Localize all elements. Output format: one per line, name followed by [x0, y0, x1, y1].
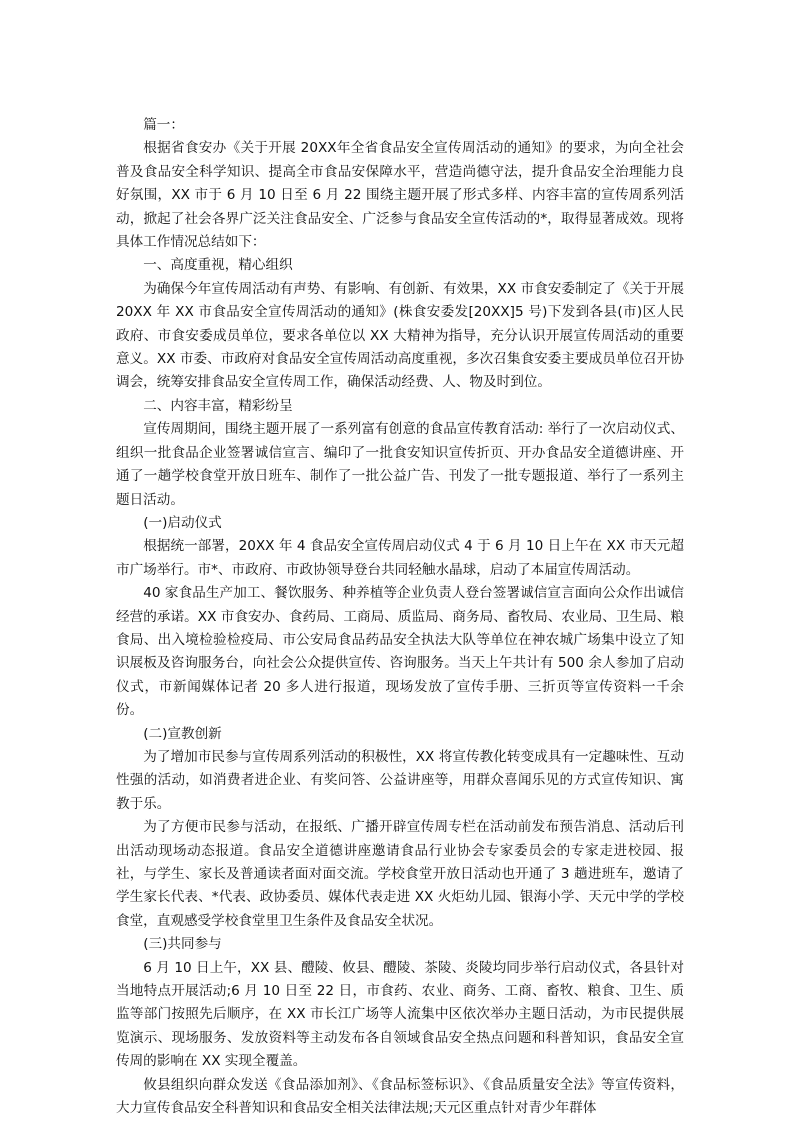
heading-two: 二、内容丰富，精彩纷呈 [143, 397, 293, 414]
paragraph-participation-2: 攸县组织向群众发送《食品添加剂》、《食品标签标识》、《食品质量安全法》等宣传资料，大力宣传食品安全科普知识和食品安全相关法律法规;天元区重点针对青少年群体 [116, 1076, 684, 1117]
paragraph-organization: 为确保今年宣传周活动有声势、有影响、有创新、有效果，XX 市食安委制定了《关于开展 20XX 年 XX 市食品安全宣传周活动的通知》(株食安委发[20XX]5 号)下发到各县(市)区人民政府、市食安委成员单位，要求各单位以 XX 大精神为指导，充分认识开展宣传周活动的重要意义。XX 市委、市政府对食品安全宣传周活动高度重视，多次召集食安委主要成员单位召开协调会，统筹安排食品安全宣传周工作，确保活动经费、人、物及时到位。 [116, 280, 684, 391]
intro-paragraph: 根据省食安办《关于开展 20XX年全省食品安全宣传周活动的通知》的要求，为向全社会普及食品安全科学知识、提高全市食品安保障水平，营造尚德守法，提升食品安全治理能力良好氛围，XX 市于 6 月 10 日至 6 月 22 围绕主题开展了形式多样、内容丰富的宣传周系列活动，掀起了社会各界广泛关注食品安全、广泛参与食品安全宣传活动的*，取得显著成效。现将具体工作情况总结如下： [116, 140, 684, 251]
paragraph-launch-2: 40 家食品生产加工、餐饮服务、种养植等企业负责人登台签署诚信宣言面向公众作出诚信经营的承诺。XX 市食安办、食药局、工商局、质监局、商务局、畜牧局、农业局、卫生局、粮食局、出入境检验检疫局、市公安局食品药品安全执法大队等单位在神农城广场集中设立了知识展板及咨询服务台，向社会公众提供宣传、咨询服务。当天上午共计有 500 余人参加了启动仪式，市新闻媒体记者 20 多人进行报道，现场发放了宣传手册、三折页等宣传资料一千余份。 [116, 585, 684, 719]
section-kicker: 篇一： [143, 117, 184, 133]
subheading-launch: (一)启动仪式 [143, 514, 222, 531]
paragraph-launch-1: 根据统一部署，20XX 年 4 食品安全宣传周启动仪式 4 于 6 月 10 日上午在 XX 市天元超市广场举行。市*、市政府、市政协领导登台共同轻触水晶球，启动了本届宣传周活动。 [116, 538, 684, 578]
subheading-participation: (三)共同参与 [143, 936, 222, 953]
paragraph-activities: 宣传周期间，围绕主题开展了一系列富有创意的食品宣传教育活动: 举行了一次启动仪式、组织一批食品企业签署诚信宣言、编印了一批食安知识宣传折页、开办食品安全道德讲座、开通了一趟学校食堂开放日班车、制作了一批公益广告、刊发了一批专题报道、举行了一系列主题日活动。 [116, 421, 684, 508]
heading-one: 一、高度重视，精心组织 [143, 257, 293, 274]
paragraph-innovation-1: 为了增加市民参与宣传周系列活动的积极性，XX 将宣传教化转变成具有一定趣味性、互动性强的活动，如消费者进企业、有奖问答、公益讲座等，用群众喜闻乐见的方式宣传知识、寓教于乐。 [116, 748, 684, 812]
paragraph-participation-1: 6 月 10 日上午，XX 县、醴陵、攸县、醴陵、茶陵、炎陵均同步举行启动仪式，各县针对当地特点开展活动;6 月 10 日至 22 日，市食药、农业、商务、工商、畜牧、粮食、卫生、质监等部门按照先后顺序，在 XX 市长江广场等人流集中区依次举办主题日活动，为市民提供展览演示、现场服务、发放资料等主动发布各自领域食品安全热点问题和科普知识，食品安全宣传周的影响在 XX 实现全覆盖。 [116, 959, 684, 1070]
subheading-innovation: (二)宣教创新 [143, 725, 222, 742]
paragraph-innovation-2: 为了方便市民参与活动，在报纸、广播开辟宣传周专栏在活动前发布预告消息、活动后刊出活动现场动态报道。食品安全道德讲座邀请食品行业协会专家委员会的专家走进校园、报社，与学生、家长及普通读者面对面交流。学校食堂开放日活动也开通了 3 趟进班车，邀请了学生家长代表、*代表、政协委员、媒体代表走进 XX 火炬幼儿园、银海小学、天元中学的学校食堂，直观感受学校食堂里卫生条件及食品安全状况。 [116, 819, 684, 929]
document-body [116, 114, 684, 1120]
